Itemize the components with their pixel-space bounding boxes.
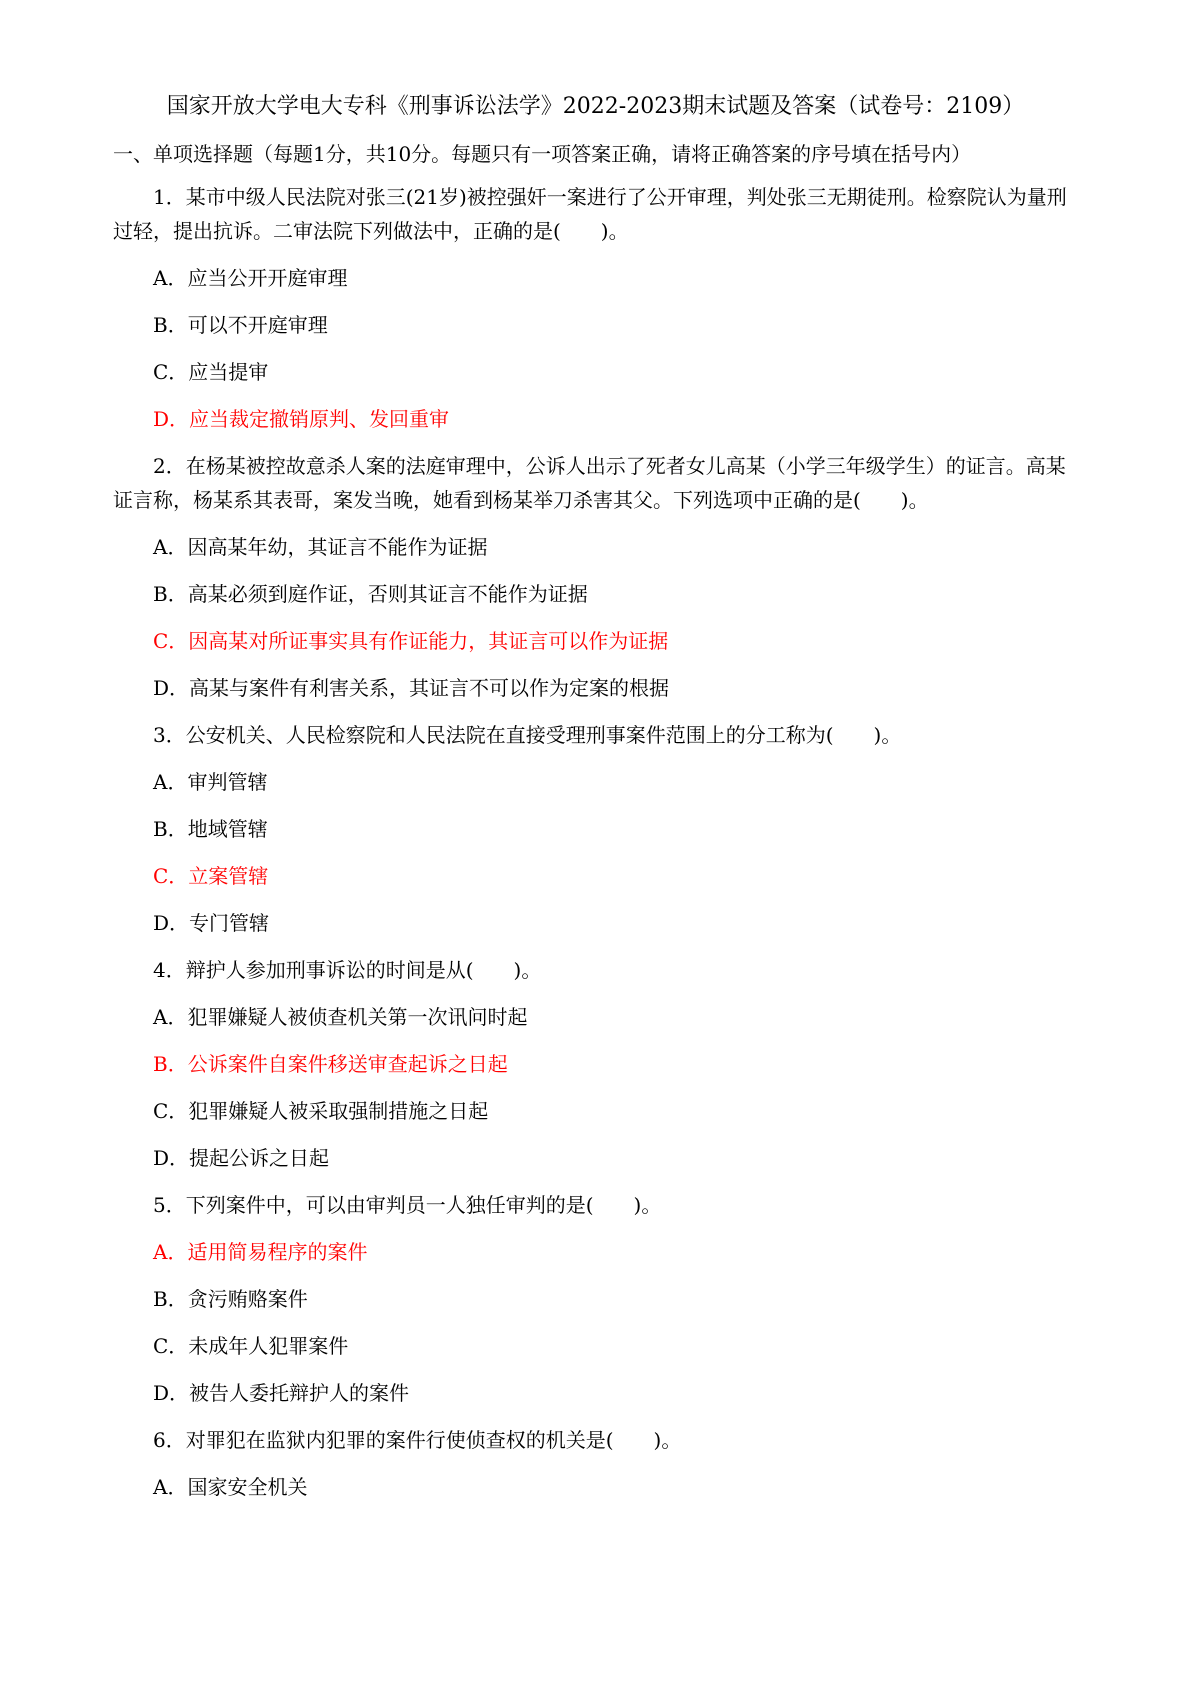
option: B．可以不开庭审理 [153,313,328,337]
question-stem: 1．某市中级人民法院对张三(21岁)被控强奸一案进行了公开审理，判处张三无期徒刑。检察院认为量刑过轻，提出抗诉。二审法院下列做法中，正确的是( )。 [113,185,1067,243]
option: B．高某必须到庭作证，否则其证言不能作为证据 [153,582,588,606]
correct-option: A．适用简易程序的案件 [153,1240,368,1264]
section-heading: 一、单项选择题（每题1分，共10分。每题只有一项答案正确，请将正确答案的序号填在括号内） [113,142,972,166]
option: A．应当公开开庭审理 [153,266,348,290]
option: C．未成年人犯罪案件 [153,1334,349,1358]
question-stem: 6．对罪犯在监狱内犯罪的案件行使侦查权的机关是( )。 [153,1428,682,1452]
question-stem: 3．公安机关、人民检察院和人民法院在直接受理刑事案件范围上的分工称为( )。 [153,723,902,747]
correct-option: B．公诉案件自案件移送审查起诉之日起 [153,1052,508,1076]
option: A．因高某年幼，其证言不能作为证据 [153,535,488,559]
option: B．贪污贿赂案件 [153,1287,308,1311]
question-stem: 4．辩护人参加刑事诉讼的时间是从( )。 [153,958,542,982]
option: C．应当提审 [153,360,269,384]
option: D．高某与案件有利害关系，其证言不可以作为定案的根据 [153,676,670,700]
option: A．犯罪嫌疑人被侦查机关第一次讯问时起 [153,1005,528,1029]
option: C．犯罪嫌疑人被采取强制措施之日起 [153,1099,489,1123]
correct-option: C．因高某对所证事实具有作证能力，其证言可以作为证据 [153,629,669,653]
option: B．地域管辖 [153,817,268,841]
option: D．专门管辖 [153,911,270,935]
option: D．被告人委托辩护人的案件 [153,1381,410,1405]
correct-option: D．应当裁定撤销原判、发回重审 [153,407,450,431]
option: D．提起公诉之日起 [153,1146,330,1170]
question-stem: 5．下列案件中，可以由审判员一人独任审判的是( )。 [153,1193,662,1217]
option: A．国家安全机关 [153,1475,308,1499]
document-title: 国家开放大学电大专科《刑事诉讼法学》2022-2023期末试题及答案（试卷号：2109） [166,94,1025,119]
correct-option: C．立案管辖 [153,864,269,888]
option: A．审判管辖 [153,770,268,794]
question-list [113,180,1083,1517]
question-stem: 2．在杨某被控故意杀人案的法庭审理中，公诉人出示了死者女儿高某（小学三年级学生）的证言。高某证言称，杨某系其表哥，案发当晚，她看到杨某举刀杀害其父。下列选项中正确的是( )。 [113,454,1066,512]
